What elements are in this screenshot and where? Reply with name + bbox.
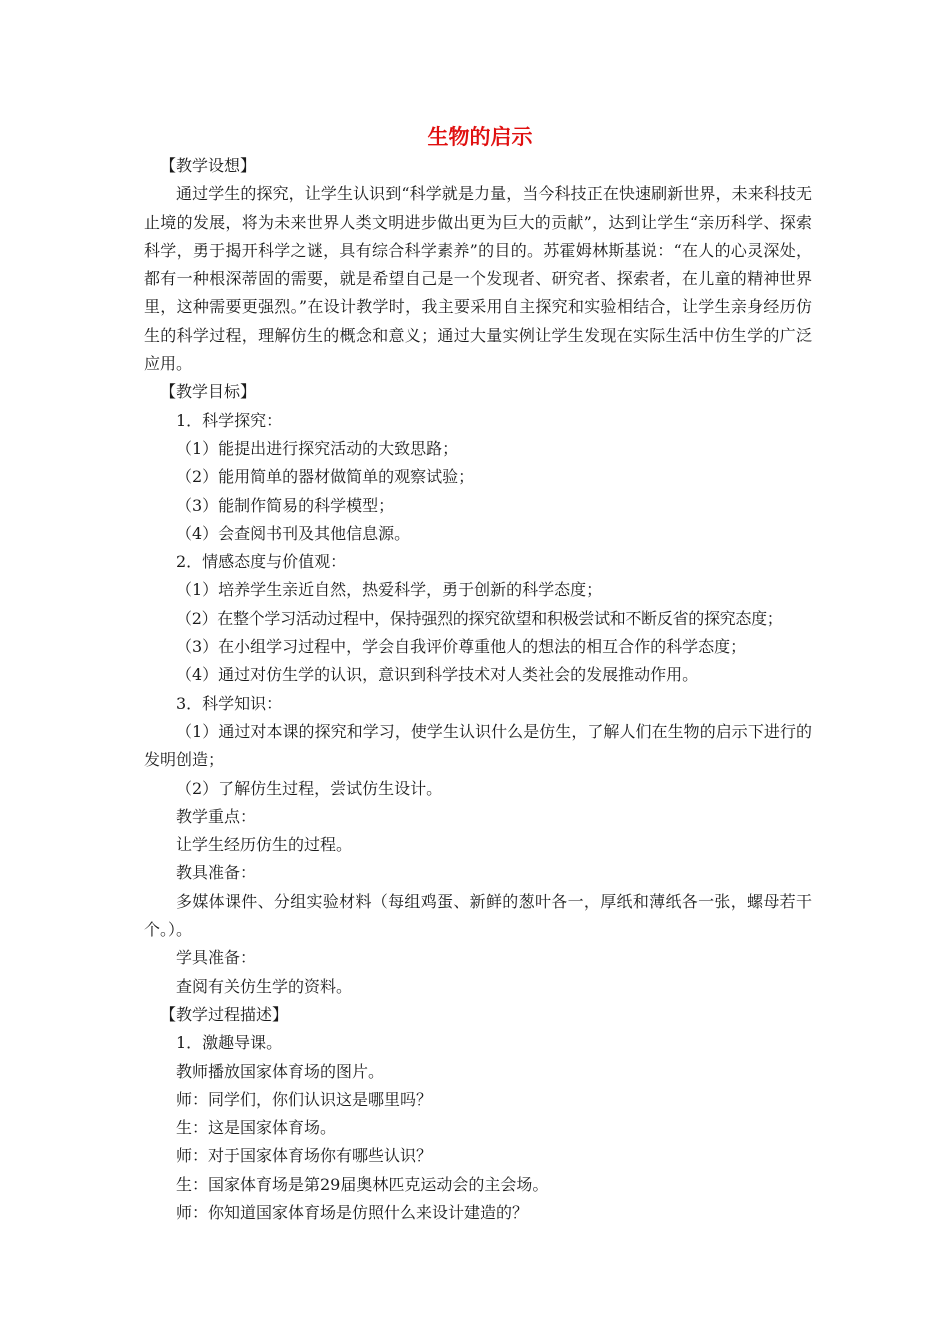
goal2-item: （1）培养学生亲近自然，热爱科学，勇于创新的科学态度； — [176, 580, 603, 600]
focus-label: 教学重点： — [176, 806, 257, 826]
goal3-item: （1）通过对本课的探究和学习，使学生认识什么是仿生，了解人们在生物的启示下进行的发明创造； — [144, 721, 812, 770]
tools-text: 多媒体课件、分组实验材料（每组鸡蛋、新鲜的葱叶各一，厚纸和薄纸各一张，螺母若干个。）。 — [144, 891, 812, 940]
focus-text: 让学生经历仿生的过程。 — [176, 835, 353, 855]
goal3-title: 3．科学知识： — [176, 693, 283, 713]
goal2-item: （4）通过对仿生学的认识，意识到科学技术对人类社会的发展推动作用。 — [176, 665, 699, 685]
process-line: 师：同学们，你们认识这是哪里吗？ — [176, 1089, 433, 1109]
process-line: 教师播放国家体育场的图片。 — [176, 1061, 385, 1081]
goal1-item: （3）能制作简易的科学模型； — [176, 495, 395, 515]
goal2-item: （2）在整个学习活动过程中，保持强烈的探究欲望和积极尝试和不断反省的探究态度； — [176, 608, 783, 628]
student-text: 查阅有关仿生学的资料。 — [176, 976, 353, 996]
goal2-title: 2．情感态度与价值观： — [176, 552, 347, 572]
section-heading-process: 【教学过程描述】 — [160, 1004, 289, 1024]
process-line: 师：你知道国家体育场是仿照什么来设计建造的？ — [176, 1202, 529, 1222]
page-title: 生物的启示 — [427, 124, 533, 149]
process-line: 生：国家体育场是第29届奥林匹克运动会的主会场。 — [176, 1174, 549, 1194]
section-heading-goals: 【教学目标】 — [160, 382, 257, 402]
process-line: 生：这是国家体育场。 — [176, 1118, 337, 1138]
student-label: 学具准备： — [176, 948, 257, 968]
section-heading-idea: 【教学设想】 — [160, 156, 257, 175]
process-step: 1．激趣导课。 — [176, 1033, 283, 1053]
process-line: 师：对于国家体育场你有哪些认识？ — [176, 1146, 433, 1166]
tools-label: 教具准备： — [176, 863, 257, 883]
goal1-item: （1）能提出进行探究活动的大致思路； — [176, 438, 459, 458]
paragraph-idea: 通过学生的探究，让学生认识到“科学就是力量，当今科技正在快速刷新世界，未来科技无止境的发展，将为未来世界人类文明进步做出更为巨大的贡献”，达到让学生“亲历科学、探索科学，勇于揭开科学之谜，具有综合科学素养”的目的。苏霍姆林斯基说：“在人的心灵深处，都有一种根深蒂固的需要，就是希望自己是一个发现者、研究者、探索者，在儿童的精神世界里，这种需要更强烈。”在设计教学时，我主要采用自主探究和实验相结合，让学生亲身经历仿生的科学过程，理解仿生的概念和意义；通过大量实例让学生发现在实际生活中仿生学的广泛应用。 — [144, 184, 812, 374]
goal1-item: （4）会查阅书刊及其他信息源。 — [176, 523, 411, 543]
goal1-title: 1．科学探究： — [176, 410, 283, 430]
goal3-item: （2）了解仿生过程，尝试仿生设计。 — [176, 778, 443, 798]
goal1-item: （2）能用简单的器材做简单的观察试验； — [176, 467, 475, 487]
document-body — [144, 122, 812, 1227]
goal2-item: （3）在小组学习过程中，学会自我评价尊重他人的想法的相互合作的科学态度； — [176, 637, 747, 657]
